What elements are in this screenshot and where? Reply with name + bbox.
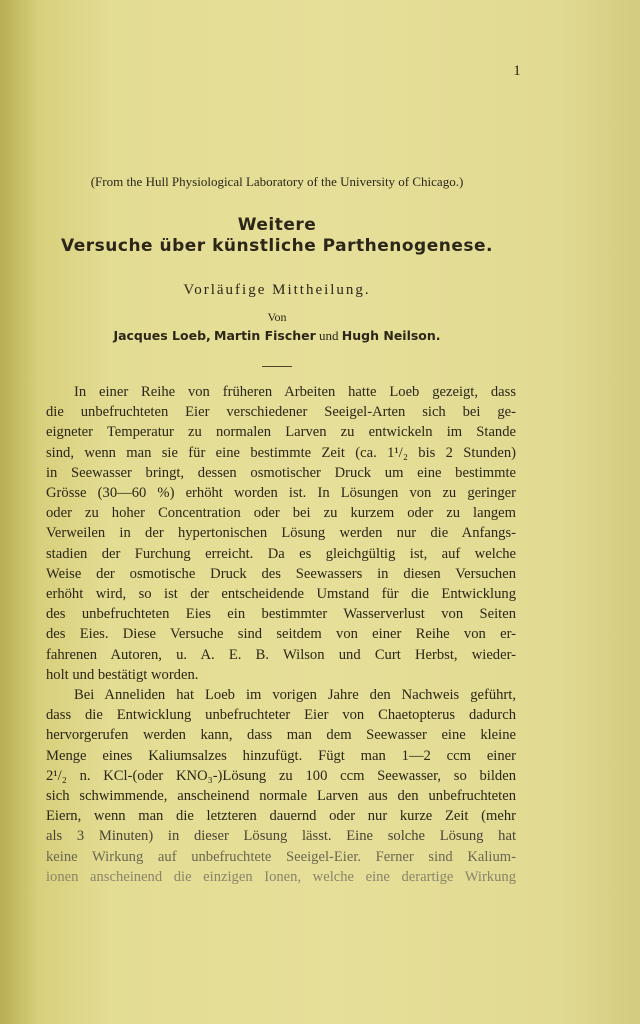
origin-note: (From the Hull Physiological Laboratory of the University of Chicago.) xyxy=(90,174,464,189)
body-line: Eiern, wenn man die letzteren dauernd oder nur kurze Zeit (mehr xyxy=(46,808,516,825)
body-line: des unbefruchteten Eies ein bestimmter Wasserverlust von Seiten xyxy=(46,606,516,623)
author-loeb: Jacques Loeb, xyxy=(113,328,211,343)
subtitle: Vorläufige Mittheilung. xyxy=(183,282,371,298)
body-line: eigneter Temperatur zu normalen Larven zu entwickeln im Stande xyxy=(46,424,516,441)
body-line: dass die Entwicklung unbefruchteter Eier von Chaetopterus dadurch xyxy=(46,707,516,724)
author-fischer: Martin Fischer xyxy=(214,328,316,343)
section-divider xyxy=(262,366,292,367)
body-line: ionen anscheinend die einzigen Ionen, welche eine derartige Wirkung xyxy=(46,868,516,885)
body-line: In einer Reihe von früheren Arbeiten hatte Loeb gezeigt, dass xyxy=(74,384,516,400)
body-line: stadien der Furchung erreicht. Da es gleichgültig ist, auf welche xyxy=(46,545,516,562)
title-line-2: Versuche über künstliche Parthenogenese. xyxy=(61,236,493,256)
page-number: 1 xyxy=(513,63,521,79)
body-line: in Seewasser bringt, dessen osmotischer Druck um eine bestimmte xyxy=(46,464,516,481)
body-line: holt und bestätigt worden. xyxy=(46,666,199,683)
von-label: Von xyxy=(267,310,287,324)
body-line: des Eies. Diese Versuche sind seitdem von einer Reihe von er- xyxy=(46,626,516,643)
body-line: Weise der osmotische Druck des Seewassers in diesen Versuchen xyxy=(46,565,516,582)
body-line: die unbefruchteten Eier verschiedener Seeigel-Arten sich bei ge- xyxy=(46,404,516,421)
body-line: als 3 Minuten) in dieser Lösung lässt. Eine solche Lösung hat xyxy=(46,828,516,845)
author-conjunction: und xyxy=(319,328,339,343)
title-line-1: Weitere xyxy=(237,215,317,235)
body-text xyxy=(46,382,516,887)
author-neilson: Hugh Neilson. xyxy=(341,328,441,343)
body-line: hervorgerufen werden kann, dass man dem Seewasser eine kleine xyxy=(46,727,516,744)
body-line: keine Wirkung auf unbefruchtete Seeigel-Eier. Ferner sind Kalium- xyxy=(46,848,516,865)
body-line: Bei Anneliden hat Loeb im vorigen Jahre den Nachweis geführt, xyxy=(74,687,516,704)
body-line: erhöht wird, so ist der entscheidende Umstand für die Entwicklung xyxy=(46,586,516,603)
body-line: Verweilen in der hypertonischen Lösung werden nur die Anfangs- xyxy=(46,525,516,542)
body-line: Grösse (30—60 %) erhöht worden ist. In Lösungen von zu geringer xyxy=(46,485,516,502)
body-line: sind, wenn man sie für eine bestimmte Zeit (ca. 1¹/₂ bis 2 Stunden) xyxy=(46,444,516,461)
body-line: fahrenen Autoren, u. A. E. B. Wilson und Curt Herbst, wieder- xyxy=(46,646,516,663)
body-line: sich schwimmende, anscheinend normale Larven aus den unbefruchteten xyxy=(46,788,516,805)
body-line: Menge eines Kaliumsalzes hinzufügt. Fügt man 1—2 ccm einer xyxy=(46,747,516,764)
body-line: oder zu hoher Concentration oder bei zu kurzem oder zu langem xyxy=(46,505,516,522)
body-line: 2¹/₂ n. KCl-(oder KNO₃-)Lösung zu 100 ccm Seewasser, so bilden xyxy=(46,767,516,784)
author-line xyxy=(0,328,554,344)
